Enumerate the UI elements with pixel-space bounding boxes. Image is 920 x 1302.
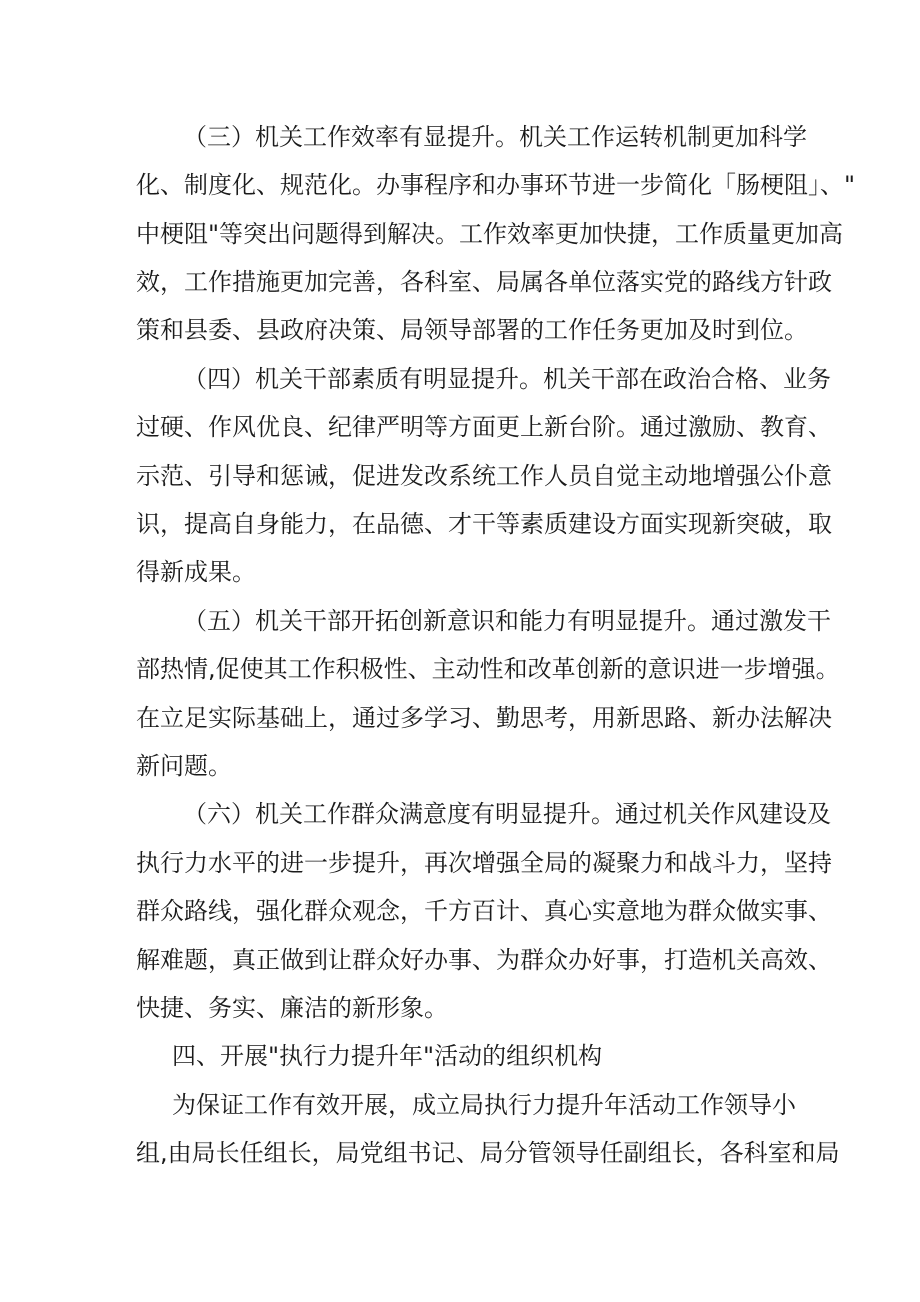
paragraph-line: 示范、引导和惩诫，促进发改系统工作人员自觉主动地增强公仆意 (136, 462, 832, 490)
paragraph-line: （三）机关工作效率有显提升。机关工作运转机制更加科学 (183, 123, 807, 151)
paragraph-line: （五）机关干部开拓创新意识和能力有明显提升。通过激发干 (183, 607, 831, 635)
paragraph-line: 新问题。 (136, 752, 232, 780)
paragraph-line: 快捷、务实、廉洁的新形象。 (136, 994, 448, 1022)
paragraph-line: 组,由局长任组长，局党组书记、局分管领导任副组长，各科室和局 (136, 1139, 840, 1167)
paragraph-line: 中梗阻"等突出问题得到解决。工作效率更加快捷，工作质量更加高 (136, 220, 844, 248)
paragraph-line: 策和县委、县政府决策、局领导部署的工作任务更加及时到位。 (136, 316, 808, 344)
paragraph-line: 执行力水平的进一步提升，再次增强全局的凝聚力和战斗力，坚持 (136, 849, 832, 877)
paragraph-line: 化、制度化、规范化。办事程序和办事环节进一步简化「肠梗阻」、" (136, 171, 856, 199)
paragraph-line: 过硬、作风优良、纪律严明等方面更上新台阶。通过激励、教育、 (136, 413, 832, 441)
paragraph-line: 为保证工作有效开展，成立局执行力提升年活动工作领导小 (172, 1091, 796, 1119)
paragraph-line: 部热情,促使其工作积极性、主动性和改革创新的意识进一步增强。 (136, 655, 840, 683)
paragraph-line: 效，工作措施更加完善，各科室、局属各单位落实党的路线方针政 (136, 268, 832, 296)
paragraph-line: 得新成果。 (136, 558, 256, 586)
paragraph-line: 识，提高自身能力，在品德、才干等素质建设方面实现新突破，取 (136, 510, 832, 538)
paragraph-line: 解难题，真正做到让群众好办事、为群众办好事，打造机关高效、 (136, 946, 832, 974)
paragraph-line: 在立足实际基础上，通过多学习、勤思考，用新思路、新办法解决 (136, 704, 832, 732)
paragraph-line: 群众路线，强化群众观念，千方百计、真心实意地为群众做实事、 (136, 897, 832, 925)
paragraph-line: （六）机关工作群众满意度有明显提升。通过机关作风建设及 (183, 800, 831, 828)
section-heading: 四、开展"执行力提升年"活动的组织机构 (172, 1042, 603, 1070)
paragraph-line: （四）机关干部素质有明显提升。机关干部在政治合格、业务 (183, 365, 831, 393)
